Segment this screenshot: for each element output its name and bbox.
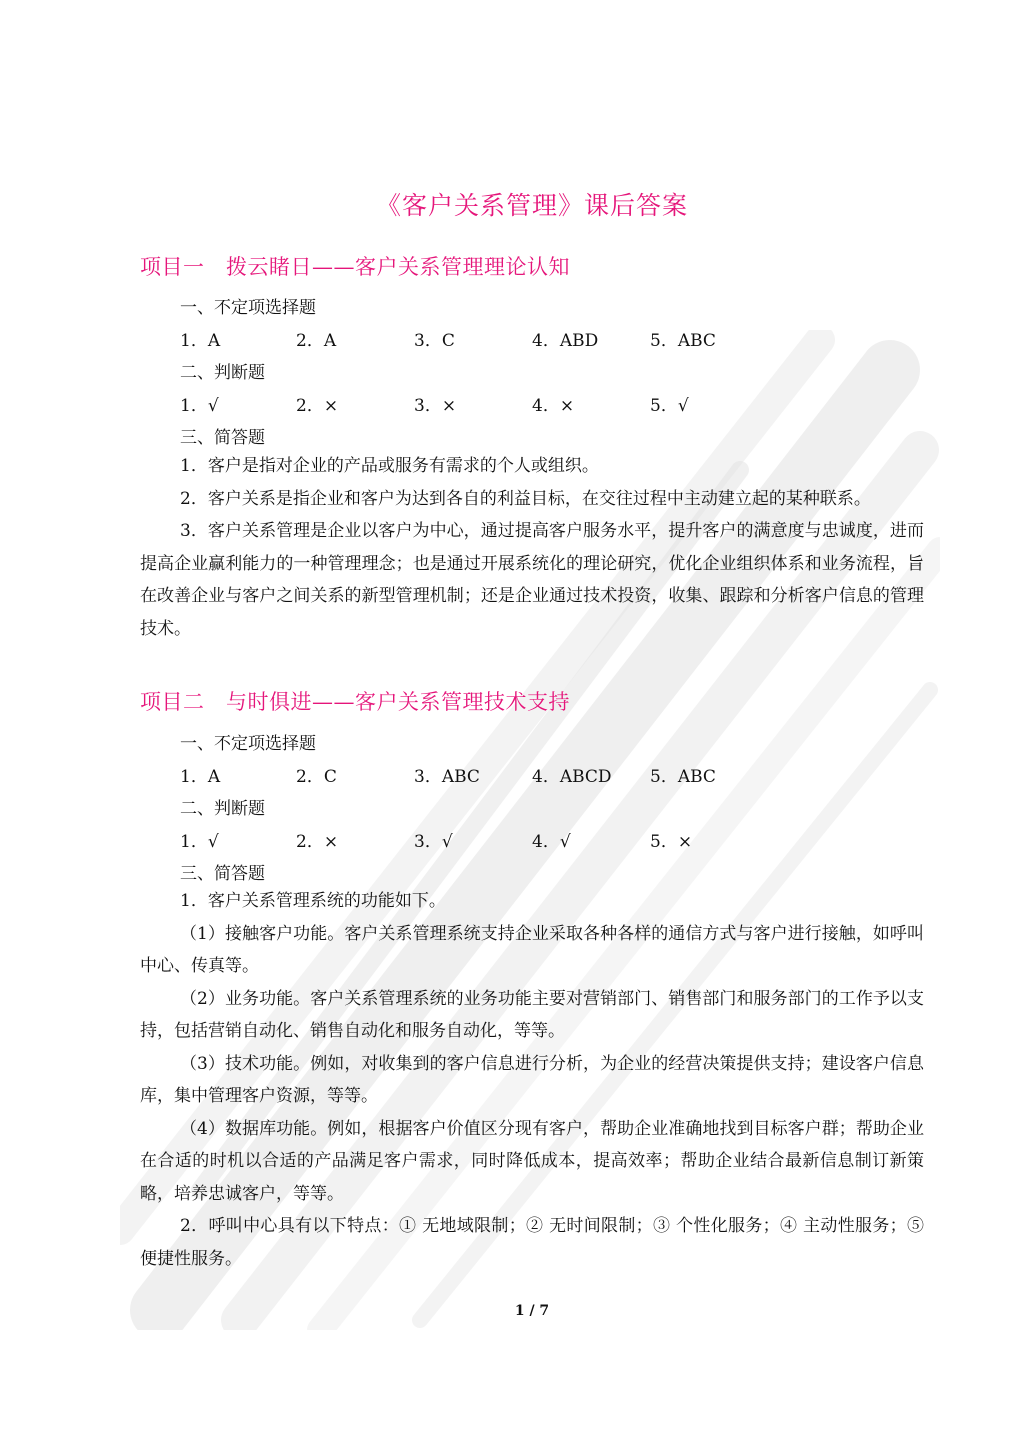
answer-item: 1．√ bbox=[180, 832, 219, 852]
short-answer-paragraph: （2）业务功能。客户关系管理系统的业务功能主要对营销部门、销售部门和服务部门的工作予以支持，包括营销自动化、销售自动化和服务自动化，等等。 bbox=[140, 988, 924, 1041]
short-answer-paragraph: （3）技术功能。例如，对收集到的客户信息进行分析，为企业的经营决策提供支持；建设客户信息库，集中管理客户资源，等等。 bbox=[140, 1053, 924, 1106]
project1-choice-answers bbox=[180, 326, 920, 350]
short-answer-paragraph: 2．客户关系是指企业和客户为达到各自的利益目标，在交往过程中主动建立起的某种联系。 bbox=[180, 488, 871, 509]
project1-judge-answers bbox=[180, 391, 920, 415]
answer-item: 1．√ bbox=[180, 396, 219, 416]
answer-item: 3．× bbox=[414, 396, 457, 416]
short-answer-paragraph: 1．客户关系管理系统的功能如下。 bbox=[180, 891, 446, 911]
answer-item: 1．A bbox=[180, 331, 221, 351]
answer-item: 2．× bbox=[296, 396, 339, 416]
answer-item: 2．C bbox=[296, 767, 337, 787]
project2-short-answer-title: 三、简答题 bbox=[180, 864, 265, 884]
answer-item: 5．ABC bbox=[650, 331, 716, 351]
answer-item: 5．× bbox=[650, 832, 693, 852]
answer-item: 5．ABC bbox=[650, 767, 716, 787]
answer-item: 1．A bbox=[180, 767, 221, 787]
short-answer-paragraph: （1）接触客户功能。客户关系管理系统支持企业采取各种各样的通信方式与客户进行接触，如呼叫中心、传真等。 bbox=[140, 923, 924, 976]
answer-item: 2．× bbox=[296, 832, 339, 852]
project2-short-answers bbox=[140, 885, 924, 1275]
short-answer-paragraph: 2．呼叫中心具有以下特点：① 无地域限制；② 无时间限制；③ 个性化服务；④ 主动性服务；⑤ 便捷性服务。 bbox=[140, 1216, 924, 1269]
document-title: 《客户关系管理》课后答案 bbox=[375, 191, 688, 220]
project1-short-answer-title: 三、简答题 bbox=[180, 428, 265, 448]
answer-item: 4．ABCD bbox=[532, 767, 612, 787]
answer-item: 2．A bbox=[296, 331, 337, 351]
page-number: 1 / 7 bbox=[514, 1303, 550, 1319]
project1-choice-title: 一、不定项选择题 bbox=[180, 298, 316, 318]
project2-choice-title: 一、不定项选择题 bbox=[180, 734, 316, 754]
project1-judge-title: 二、判断题 bbox=[180, 363, 265, 383]
answer-item: 3．√ bbox=[414, 832, 453, 852]
answer-item: 5．√ bbox=[650, 396, 689, 416]
answer-item: 4．× bbox=[532, 396, 575, 416]
project2-choice-answers bbox=[180, 762, 920, 786]
project2-judge-answers bbox=[180, 827, 920, 851]
short-answer-paragraph: 3．客户关系管理是企业以客户为中心，通过提高客户服务水平，提升客户的满意度与忠诚度，进而提高企业赢利能力的一种管理理念；也是通过开展系统化的理论研究，优化企业组织体系和业务流程，旨在改善企业与客户之间关系的新型管理机制；还是企业通过技术投资，收集、跟踪和分析客户信息的管理技术。 bbox=[140, 521, 924, 639]
project2-heading: 项目二 与时俱进——客户关系管理技术支持 bbox=[140, 690, 570, 714]
project2-judge-title: 二、判断题 bbox=[180, 799, 265, 819]
project1-heading: 项目一 拨云睹日——客户关系管理理论认知 bbox=[140, 255, 570, 279]
project1-short-answers bbox=[140, 450, 924, 645]
answer-item: 4．√ bbox=[532, 832, 571, 852]
short-answer-paragraph: （4）数据库功能。例如，根据客户价值区分现有客户，帮助企业准确地找到目标客户群；帮助企业在合适的时机以合适的产品满足客户需求，同时降低成本，提高效率；帮助企业结合最新信息制订新策略，培养忠诚客户，等等。 bbox=[140, 1118, 924, 1204]
answer-item: 3．C bbox=[414, 331, 455, 351]
answer-item: 4．ABD bbox=[532, 331, 599, 351]
answer-item: 3．ABC bbox=[414, 767, 480, 787]
short-answer-paragraph: 1．客户是指对企业的产品或服务有需求的个人或组织。 bbox=[180, 456, 599, 476]
